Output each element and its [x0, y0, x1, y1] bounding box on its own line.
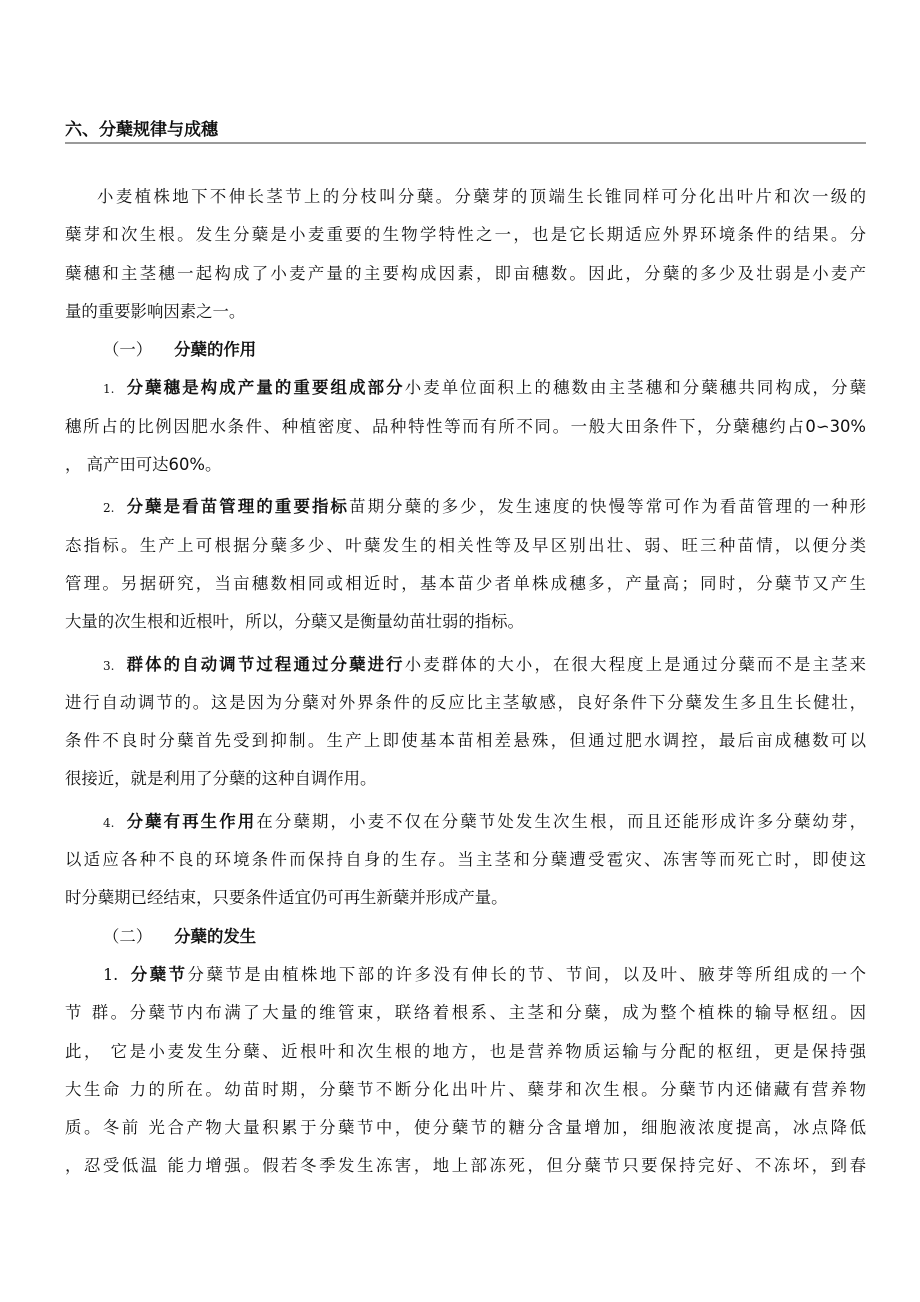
text-line: 大生命 力的所在。幼苗时期，分蘖节不断分化出叶片、蘖芽和次生根。分蘖节内还储藏有营养物 — [65, 1079, 866, 1099]
text-run: 小麦单位面积上的穗数由主茎穗和分蘖穗共同构成，分蘖 — [404, 378, 867, 398]
text-line: 节 群。分蘖节内布满了大量的维管束，联络着根系、主茎和分蘖，成为整个植株的输导枢纽。因 — [65, 1003, 866, 1023]
text-line: 以适应各种不良的环境条件而保持自身的生存。当主茎和分蘖遭受雹灾、冻害等而死亡时，即使这 — [65, 850, 866, 870]
text-line: 很接近，就是利用了分蘖的这种自调作用。 — [65, 769, 377, 789]
document-body — [65, 178, 866, 1186]
text-line: ， 高产田可达60%。 — [65, 455, 222, 475]
subheading-prefix: （二） — [103, 926, 153, 946]
subheading-1 — [65, 331, 866, 369]
list-item — [65, 488, 866, 641]
text-line: 蘖穗和主茎穗一起构成了小麦产量的主要构成因素，即亩穗数。因此，分蘖的多少及壮弱是小麦产 — [65, 263, 866, 283]
item-number: 4. — [103, 815, 115, 830]
text-line: 大量的次生根和近根叶，所以，分蘖又是衡量幼苗壮弱的指标。 — [65, 612, 524, 632]
text-run: 分蘖节是由植株地下部的许多没有伸长的节、节间，以及叶、腋芽等所组成的一个 — [187, 964, 867, 984]
item-lead: 分蘖节 — [128, 964, 188, 984]
text-line: 进行自动调节的。这是因为分蘖对外界条件的反应比主茎敏感，良好条件下分蘖发生多且生长健壮， — [65, 692, 866, 712]
subheading-2 — [65, 918, 866, 956]
text-line: 条件不良时分蘖首先受到抑制。生产上即使基本苗相差悬殊，但通过肥水调控，最后亩成穗数可以 — [65, 731, 866, 751]
text-line: 小麦植株地下不伸长茎节上的分枝叫分蘖。分蘖芽的顶端生长锥同样可分化出叶片和次一级的 — [97, 187, 866, 206]
text-run: 小麦群体的大小，在很大程度上是通过分蘖而不是主茎来 — [404, 654, 867, 674]
section-title: 六、分蘖规律与成穗 — [65, 120, 218, 140]
subheading-text: 分蘖的发生 — [174, 926, 257, 946]
list-item — [65, 956, 866, 1186]
text-line: 此， 它是小麦发生分蘖、近根叶和次生根的地方，也是营养物质运输与分配的枢纽，更是保持强 — [65, 1041, 866, 1061]
item-lead: 分蘖是看苗管理的重要指标 — [124, 497, 350, 517]
text-run: 苗期分蘖的多少，发生速度的快慢等常可作为看苗管理的一种形 — [349, 497, 867, 517]
intro-paragraph — [65, 178, 866, 331]
item-number: 2. — [103, 501, 115, 516]
item-lead: 分蘖有再生作用 — [124, 811, 257, 831]
item-number: 1. — [103, 382, 115, 397]
item-lead: 群体的自动调节过程通过分蘖进行 — [124, 654, 405, 674]
text-line: 质。冬前 光合产物大量积累于分蘖节中，使分蘖节的糖分含量增加，细胞液浓度提高，冰点降低 — [65, 1118, 866, 1138]
text-line: 蘖芽和次生根。发生分蘖是小麦重要的生物学特性之一，也是它长期适应外界环境条件的结果。分 — [65, 225, 866, 245]
text-line: 量的重要影响因素之一。 — [65, 301, 246, 321]
item-number: 1. — [103, 964, 119, 984]
text-line: 穗所占的比例因肥水条件、种植密度、品种特性等而有所不同。一般大田条件下，分蘖穗约占0∽30% — [65, 416, 866, 436]
text-run: 在分蘖期，小麦不仅在分蘖节处发生次生根，而且还能形成许多分蘖幼芽， — [256, 811, 867, 831]
item-number: 3. — [103, 658, 115, 673]
subheading-text: 分蘖的作用 — [174, 340, 257, 360]
subheading-prefix: （一） — [103, 340, 153, 360]
text-line: 时分蘖期已经结束，只要条件适宜仍可再生新蘖并形成产量。 — [65, 888, 508, 908]
list-item — [65, 369, 866, 484]
list-item — [65, 803, 866, 918]
text-line: 态指标。生产上可根据分蘖多少、叶蘖发生的相关性等及早区别出壮、弱、旺三种苗情，以便分类 — [65, 535, 866, 555]
text-line: 管理。另据研究，当亩穗数相同或相近时，基本苗少者单株成穗多，产量高；同时，分蘖节又产生 — [65, 573, 866, 593]
item-lead: 分蘖穗是构成产量的重要组成部分 — [124, 378, 405, 398]
title-underline — [65, 142, 866, 144]
list-item — [65, 646, 866, 799]
text-line: ，忍受低温 能力增强。假若冬季发生冻害，地上部冻死，但分蘖节只要保持完好、不冻坏，到春 — [65, 1156, 866, 1176]
